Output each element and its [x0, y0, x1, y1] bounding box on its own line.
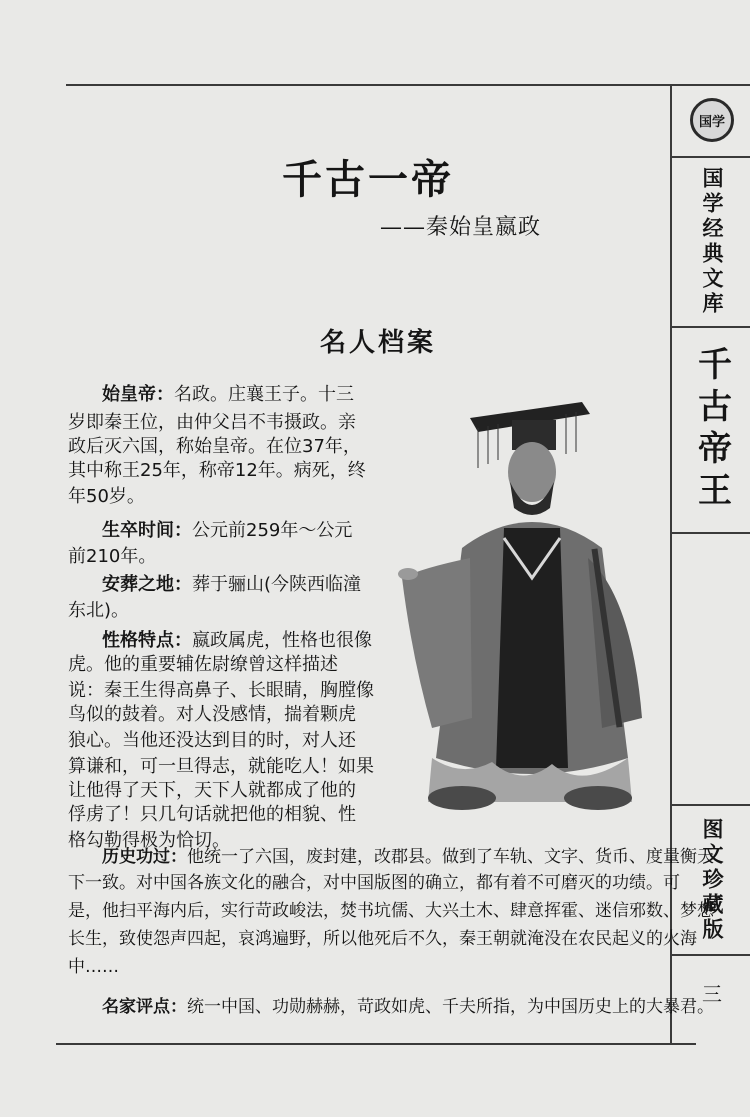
profile-line: [68, 680, 374, 702]
full-text: 长生，致使怨声四起，哀鸿遍野，所以他死后不久，秦王朝就淹没在农民起义的火海: [68, 929, 697, 949]
bottom-rule: [56, 1043, 696, 1045]
sidebar-library-cell: [672, 158, 750, 328]
profile-text: 让他得了天下，天下人就都成了他的: [68, 780, 356, 801]
history-line: [68, 956, 119, 978]
qin-shi-huang-portrait: [392, 398, 652, 818]
profile-text: 俘虏了！只几句话就把他的相貌、性: [68, 804, 356, 825]
profile-text: 鸟似的鼓着。对人没感情，揣着颗虎: [68, 704, 356, 725]
left-sleeve: [402, 558, 472, 728]
seal-icon: 国学: [690, 98, 734, 142]
profile-line: [68, 756, 374, 778]
category-name: 千古帝王: [691, 346, 732, 514]
profile-text: 前210年。: [68, 546, 157, 567]
full-text: 下一致。对中国各族文化的融合，对中国版图的确立，都有着不可磨灭的功绩。可: [68, 873, 680, 893]
profile-line: [102, 574, 361, 596]
hem-swirl-left: [428, 786, 496, 810]
profile-line: [68, 780, 356, 802]
full-text: 中……: [68, 957, 119, 977]
page-number: 三: [702, 982, 722, 1006]
profile-label: 安葬之地：: [102, 574, 192, 595]
profile-label: 性格特点：: [102, 630, 192, 651]
hem-swirl-right: [564, 786, 632, 810]
profile-text: 说：秦王生得高鼻子、长眼睛，胸膛像: [68, 680, 374, 701]
history-line: [68, 872, 680, 894]
full-label: 历史功过：: [102, 847, 187, 867]
profile-label: 生卒时间：: [102, 520, 192, 541]
sidebar-blank-cell: [672, 534, 750, 806]
robe-front-panel: [496, 528, 568, 768]
profile-text: 名政。庄襄王子。十三: [174, 384, 354, 405]
history-line: [102, 846, 714, 868]
profile-text: 公元前259年～公元: [192, 520, 353, 541]
profile-line: [68, 730, 356, 752]
commentary-line: [102, 996, 714, 1018]
profile-line: [68, 654, 338, 676]
profile-text: 岁即秦王位，由仲父吕不韦摄政。亲: [68, 412, 356, 433]
page-subtitle: ——秦始皇嬴政: [380, 215, 542, 240]
profile-line: [68, 460, 366, 482]
profile-text: 格勾勒得极为恰切。: [68, 830, 230, 851]
profile-line: [68, 486, 145, 508]
profile-text: 算谦和，可一旦得志，就能吃人！如果: [68, 756, 374, 777]
profile-line: [68, 600, 129, 622]
profile-line: [68, 704, 356, 726]
pointing-hand: [398, 568, 418, 580]
profile-text: 葬于骊山(今陕西临潼: [192, 574, 362, 595]
profile-line: [68, 412, 356, 434]
profile-text: 东北)。: [68, 600, 130, 621]
page-title: 千古一帝: [282, 156, 454, 203]
profile-line: [68, 804, 356, 826]
full-label: 名家评点：: [102, 997, 187, 1017]
profile-text: 虎。他的重要辅佐尉缭曾这样描述: [68, 654, 338, 675]
library-name: 国学经典文库: [700, 167, 724, 317]
profile-line: [68, 436, 361, 458]
profile-label: 始皇帝：: [102, 384, 174, 405]
profile-line: [102, 520, 352, 542]
edition-name: 图文珍藏版: [700, 817, 724, 943]
profile-text: 嬴政属虎，性格也很像: [192, 630, 372, 651]
profile-line: [68, 546, 156, 568]
profile-line: [102, 630, 372, 652]
section-title: 名人档案: [320, 328, 437, 358]
sidebar-category-cell: [672, 328, 750, 534]
top-rule: [66, 84, 750, 86]
profile-text: 年50岁。: [68, 486, 145, 507]
full-text: 统一中国、功勋赫赫，苛政如虎、千夫所指，为中国历史上的大暴君。: [187, 997, 714, 1017]
profile-line: [102, 384, 354, 406]
profile-text: 政后灭六国，称始皇帝。在位37年，: [68, 436, 361, 457]
profile-text: 其中称王25年，称帝12年。病死，终: [68, 460, 366, 481]
full-text: 是，他扫平海内后，实行苛政峻法，焚书坑儒、大兴土木、肆意挥霍、迷信邪数、梦想: [68, 901, 714, 921]
profile-text: 狼心。当他还没达到目的时，对人还: [68, 730, 356, 751]
history-line: [68, 928, 697, 950]
history-line: [68, 900, 714, 922]
sidebar-seal-cell: [672, 84, 750, 158]
full-text: 他统一了六国，废封建，改郡县。做到了车轨、文字、货币、度量衡天: [187, 847, 714, 867]
